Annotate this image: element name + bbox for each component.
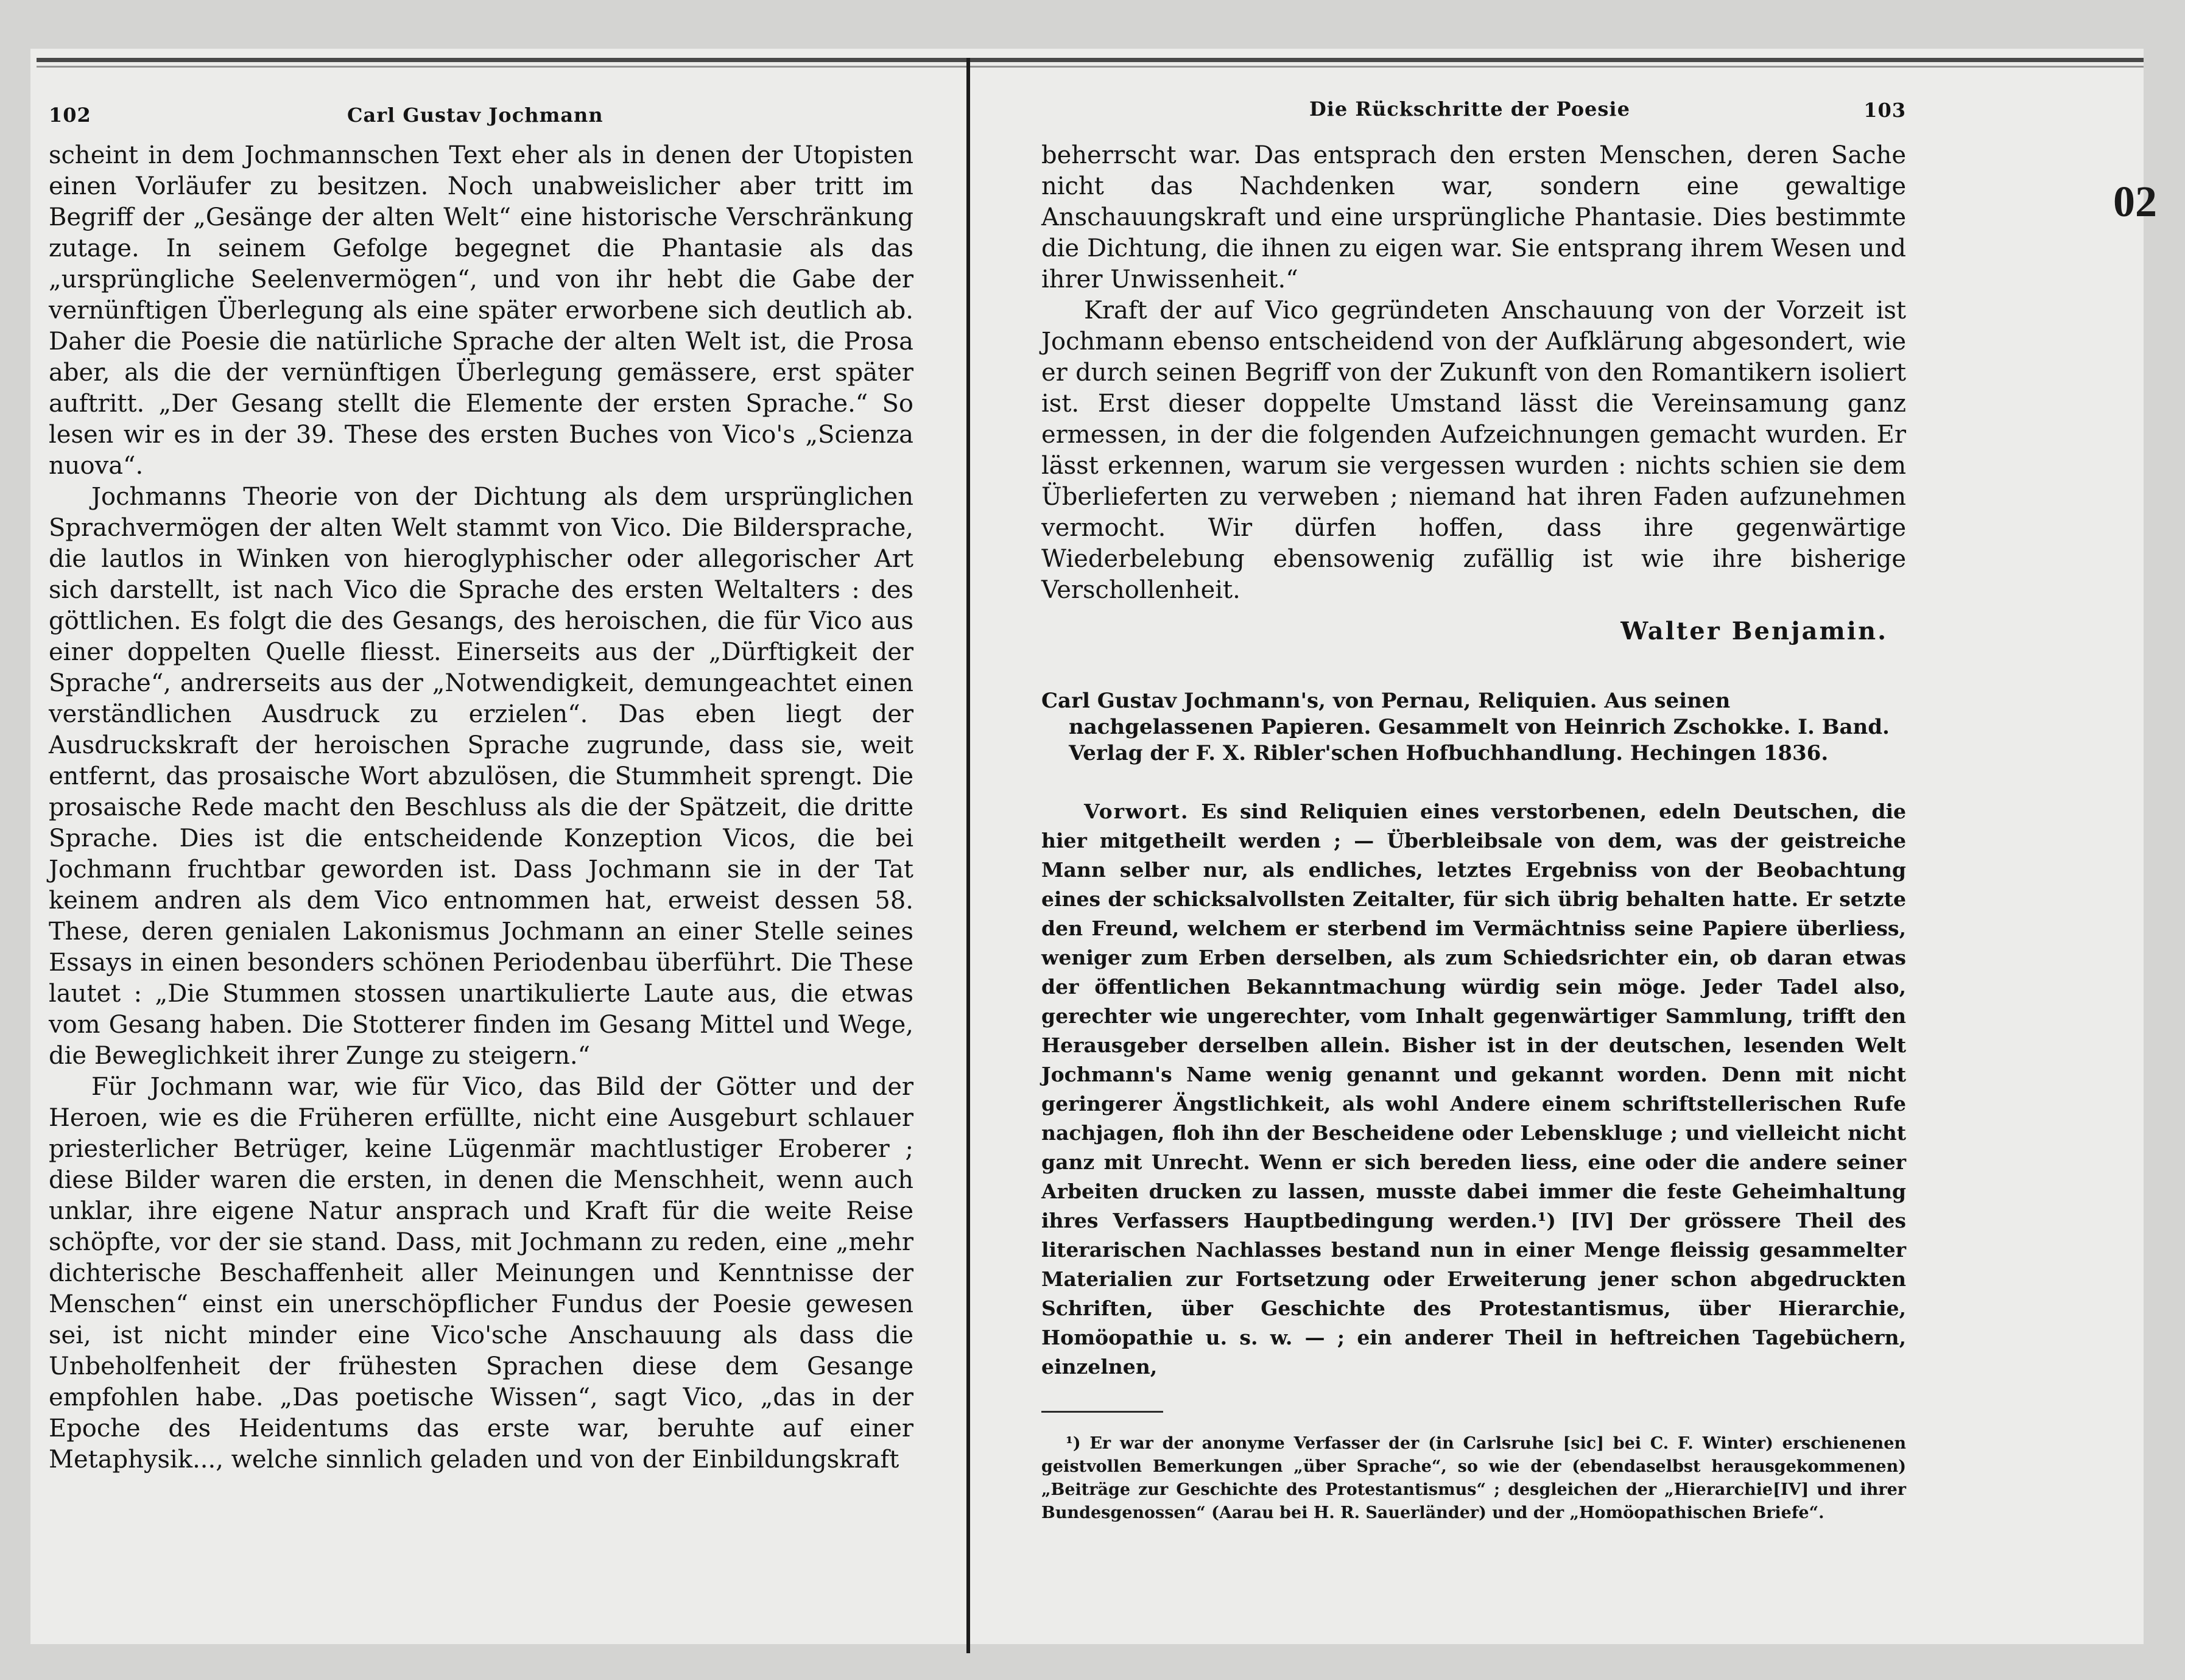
left-paragraph-3: Für Jochmann war, wie für Vico, das Bild der Götter und der Heroen, wie es die Früheren erfüllte, nicht eine Ausgeburt schlauer priesterlicher Betrüger, keine Lügenmär machtlustiger Eroberer ; diese Bilder waren die ersten, in denen die Menschheit, wenn auch unklar, ihre eigene Natur ansprach und Kraft für die weite Reise schöpfte, vor der sie stand. Dass, mit Jochmann zu reden, eine „mehr dichterische Beschaffenheit aller Meinungen und Kenntnisse der Menschen“ einst ein unerschöpflicher Fundus der Poesie gewesen sei, ist nicht minder eine Vico'sche Anschauung als dass die Unbeholfenheit der frühesten Sprachen diese dem Gesange empfohlen habe. „Das poetische Wissen“, sagt Vico, „das in der Epoche des Heidentums das erste war, beruhte auf einer Metaphysik..., welche sinnlich geladen und von der Einbildungskraft [49,1073,913,1474]
top-rule-faint [37,66,2144,68]
right-running-title: Die Rückschritte der Poesie [1309,97,1630,121]
left-running-title: Carl Gustav Jochmann [347,104,603,127]
margin-mark: 02 [2113,177,2157,226]
footnote-rule [1041,1411,1163,1413]
right-page-number: 103 [1863,99,1906,122]
footnote: ¹) Er war der anonyme Verfasser der (in Carlsruhe [sic] bei C. F. Winter) erschienenen geistvollen Bemerkungen „über Sprache“, so wie der (ebendaselbst herausgekommenen) „Beiträge zur Geschichte des Protestantismus“ ; desgleichen der „Hierarchie[IV] und ihrer Bundesgenossen“ (Aarau bei H. R. Sauerländer) und der „Homöopathischen Briefe“. [1041,1434,1906,1522]
book-citation: Carl Gustav Jochmann's, von Pernau, Reliquien. Aus seinen nachgelassenen Papieren. Gesammelt von Heinrich Zschokke. I. Band. Verlag der F. X. Ribler'schen Hofbuchhandlung. Hechingen 1836. [1041,689,1890,765]
right-body-text [1041,140,1906,606]
left-body-text [49,140,913,1475]
right-running-head [1041,91,1906,140]
vorwort-paragraph [1041,797,1906,1382]
right-page [1041,91,1906,1525]
signature: Walter Benjamin. [1620,617,1888,645]
vorwort-block [1041,797,1906,1382]
right-paragraph-2: Kraft der auf Vico gegründeten Anschauung von der Vorzeit ist Jochmann ebenso entscheidend von der Aufklärung abgesondert, wie er durch seinen Begriff von der Zukunft von den Romantikern isoliert ist. Erst dieser doppelte Umstand lässt die Vereinsamung ganz ermessen, in der die folgenden Aufzeichnungen gemacht wurden. Er lässt erkennen, warum sie vergessen wurden : nichts schien sie dem Überlieferten zu verweben ; niemand hat ihren Faden aufzunehmen vermocht. Wir dürfen hoffen, dass ihre gegenwärtige Wiederbelebung ebensowenig zufällig ist wie ihre bisherige Verschollenheit. [1041,297,1906,604]
left-paragraph-1: scheint in dem Jochmannschen Text eher als in denen der Utopisten einen Vorläufer zu besitzen. Noch unabweislicher aber tritt im Begriff der „Gesänge der alten Welt“ eine historische Verschränkung zutage. In seinem Gefolge begegnet die Phantasie als das „ursprüngliche Seelenvermögen“, und von ihr hebt die Gabe der vernünftigen Überlegung als eine später erworbene sich deutlich ab. Daher die Poesie die natürliche Sprache der alten Welt ist, die Prosa aber, als die der vernünftigen Überlegung gemässere, erst später auftritt. „Der Gesang stellt die Elemente der ersten Sprache.“ So lesen wir es in der 39. These des ersten Buches von Vico's „Scienza nuova“. [49,141,913,480]
left-page [49,91,913,1475]
vorwort-label: Vorwort. [1084,800,1189,823]
left-running-head [49,91,913,140]
page-gutter-line [966,58,970,1653]
right-paragraph-1: beherrscht war. Das entsprach den ersten Menschen, deren Sache nicht das Nachdenken war, sondern eine gewaltige Anschauungskraft und eine ursprüngliche Phantasie. Dies bestimmte die Dichtung, die ihnen zu eigen war. Sie entsprang ihrem Wesen und ihrer Unwissenheit.“ [1041,141,1906,293]
left-page-number: 102 [49,104,91,127]
vorwort-text: Es sind Reliquien eines verstorbenen, edeln Deutschen, die hier mitgetheilt werden ; — Überbleibsale von dem, was der geistreiche Mann selber nur, als endliches, letztes Ergebniss von der Beobachtung eines der schicksalvollsten Zeitalter, für sich übrig behalten hatte. Er setzte den Freund, welchem er sterbend im Vermächtniss seine Papiere überliess, weniger zum Erben derselben, als zum Schiedsrichter ein, ob daran etwas der öffentlichen Bekanntmachung würdig sein möge. Jeder Tadel also, gerechter wie ungerechter, vom Inhalt gegenwärtiger Sammlung, trifft den Herausgeber derselben allein. Bisher ist in der deutschen, lesenden Welt Jochmann's Name wenig genannt und gekannt worden. Denn mit nicht geringerer Ängstlichkeit, als wohl Andere einem schriftstellerischen Rufe nachjagen, floh ihn der Bescheidene oder Lebenskluge ; und vielleicht nicht ganz mit Unrecht. Wenn er sich bereden liess, eine oder die andere seiner Arbeiten drucken zu lassen, musste dabei immer die feste Geheimhaltung ihres Verfassers Hauptbedingung werden.¹) [IV] Der grössere Theil des literarischen Nachlasses bestand nun in einer Menge fleissig gesammelter Materialien zur Fortsetzung oder Erweiterung jener schon abgedruckten Schriften, über Geschichte des Protestantismus, über Hierarchie, Homöopathie u. s. w. — ; ein anderer Theil in heftreichen Tagebüchern, einzelnen, [1041,800,1906,1379]
left-paragraph-2: Jochmanns Theorie von der Dichtung als dem ursprünglichen Sprachvermögen der alten Welt stammt von Vico. Die Bildersprache, die lautlos in Winken von hieroglyphischer oder allegorischer Art sich darstellt, ist nach Vico die Sprache des ersten Weltalters : des göttlichen. Es folgt die des Gesangs, des heroischen, die für Vico aus einer doppelten Quelle fliesst. Einerseits aus der „Dürftigkeit der Sprache“, andrerseits aus der „Notwendigkeit, demungeachtet einen verständlichen Ausdruck zu erzielen“. Das eben liegt der Ausdruckskraft der heroischen Sprache zugrunde, dass sie, weit entfernt, das prosaische Wort abzulösen, die Stummheit sprengt. Die prosaische Rede macht den Beschluss als die der Spätzeit, die dritte Sprache. Dies ist die entscheidende Konzeption Vicos, die bei Jochmann fruchtbar geworden ist. Dass Jochmann sie in der Tat keinem andren als dem Vico entnommen hat, erweist dessen 58. These, deren genialen Lakonismus Jochmann an einer Stelle seines Essays in einen besonders schönen Periodenbau überführt. Die These lautet : „Die Stummen stossen unartikulierte Laute aus, die etwas vom Gesang haben. Die Stotterer finden im Gesang Mittel und Wege, die Beweglichkeit ihrer Zunge zu steigern.“ [49,483,913,1070]
top-rule [37,58,2144,62]
